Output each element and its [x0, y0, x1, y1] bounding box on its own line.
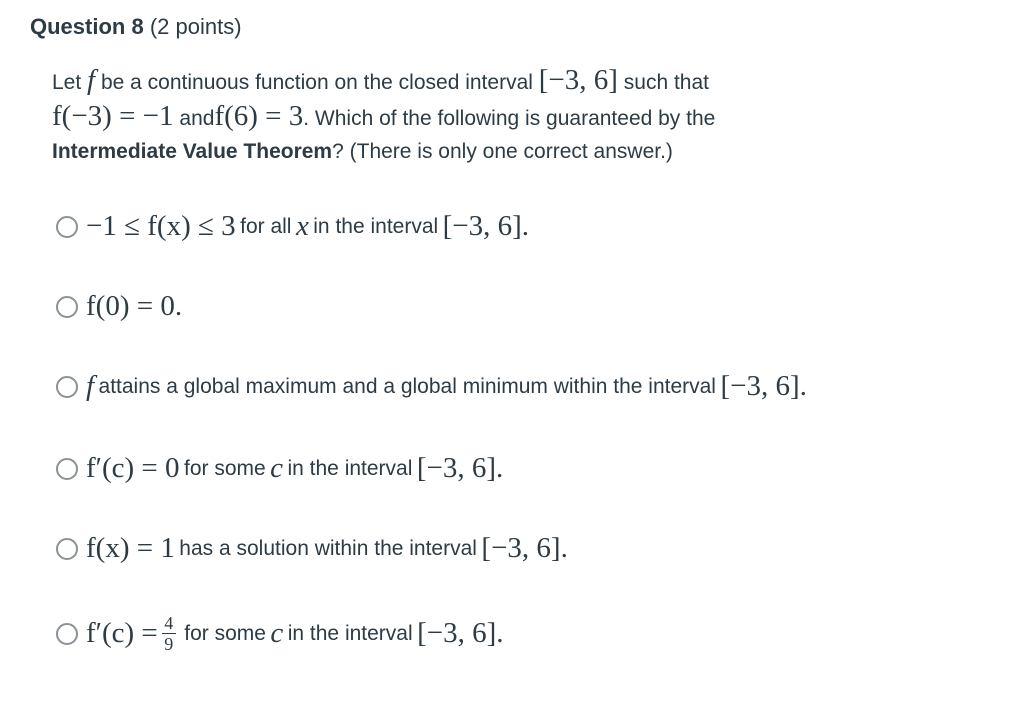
question-stem	[52, 62, 992, 170]
stem-text: . Which of the following is guaranteed by the	[303, 107, 716, 130]
answer-text: for some	[184, 456, 266, 480]
answer-var: c	[270, 617, 284, 649]
stem-text: and	[179, 107, 215, 130]
answer-interval: [−3, 6].	[416, 452, 504, 484]
stem-math-interval: [−3, 6]	[538, 64, 618, 96]
answer-text: for all	[240, 214, 292, 238]
radio-button[interactable]	[56, 376, 78, 398]
answer-option-6[interactable]	[56, 614, 504, 653]
fraction-denominator: 9	[164, 634, 174, 654]
radio-button[interactable]	[56, 216, 78, 238]
answer-text: for some	[184, 621, 266, 645]
question-header	[30, 14, 242, 40]
stem-line-2	[52, 98, 992, 134]
stem-text: Let	[52, 71, 82, 94]
answer-option-2[interactable]	[56, 290, 182, 323]
radio-button[interactable]	[56, 538, 78, 560]
answer-var: f	[86, 370, 95, 402]
question-number: Question 8	[30, 14, 144, 39]
radio-button[interactable]	[56, 623, 78, 645]
stem-ivt-bold: Intermediate Value Theorem	[52, 140, 333, 163]
stem-math-eq1: f(−3) = −1	[52, 100, 174, 132]
question-points: (2 points)	[149, 14, 242, 39]
stem-text: be a continuous function on the closed interval	[100, 71, 533, 94]
answer-interval: [−3, 6].	[481, 532, 568, 564]
answer-option-1[interactable]	[56, 210, 529, 243]
answer-math: f(x) = 1	[86, 532, 175, 564]
answer-text: in the interval	[287, 621, 413, 645]
answer-text: in the interval	[287, 456, 413, 480]
answer-option-3[interactable]	[56, 370, 807, 403]
answer-var: x	[295, 210, 309, 242]
answer-math: f′(c) = 0	[86, 452, 180, 484]
answer-math: −1 ≤ f(x) ≤ 3	[86, 210, 236, 242]
answer-option-4[interactable]	[56, 452, 503, 485]
fraction-numerator: 4	[164, 613, 174, 633]
stem-math-eq2: f(6) = 3	[214, 100, 304, 132]
answer-fraction	[162, 614, 176, 653]
answer-text: attains a global maximum and a global minimum within the interval	[98, 374, 716, 398]
stem-text: ? (There is only one correct answer.)	[332, 140, 673, 163]
answer-var: c	[270, 452, 284, 484]
answer-interval: [−3, 6].	[442, 210, 530, 242]
answer-text: in the interval	[313, 214, 439, 238]
answer-math: f(0) = 0.	[86, 290, 183, 322]
stem-line-3	[52, 134, 992, 170]
answer-option-5[interactable]	[56, 532, 568, 565]
stem-line-1	[52, 62, 992, 98]
radio-button[interactable]	[56, 458, 78, 480]
answer-interval: [−3, 6].	[417, 617, 504, 649]
stem-math-f: f	[87, 64, 96, 96]
answer-interval: [−3, 6].	[720, 370, 807, 402]
stem-text: such that	[623, 71, 710, 94]
answer-text: has a solution within the interval	[179, 536, 477, 560]
radio-button[interactable]	[56, 296, 78, 318]
answer-math: f′(c) =	[86, 617, 158, 649]
